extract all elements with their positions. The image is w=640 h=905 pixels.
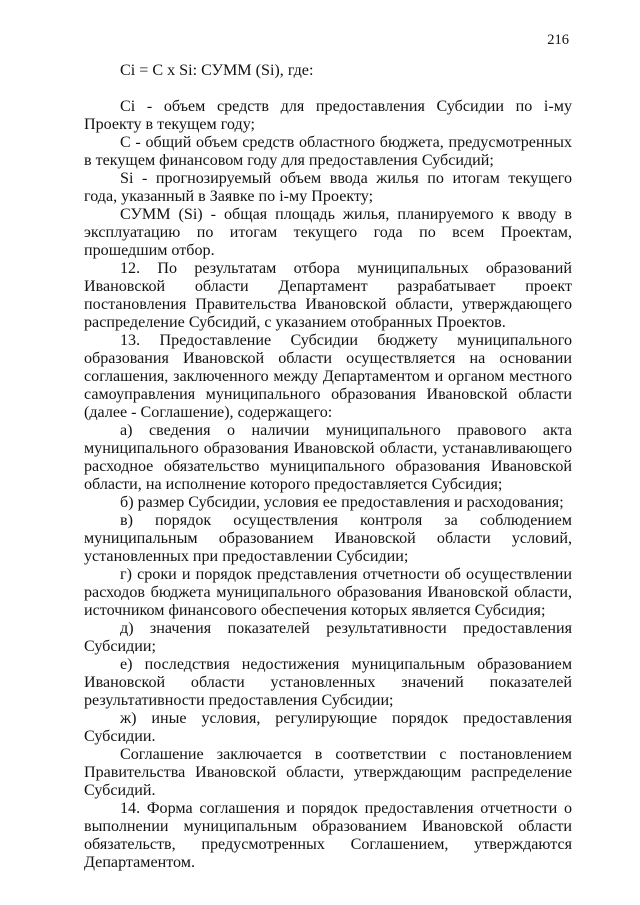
clause-13: 13. Предоставление Субсидии бюджету муниципального образования Ивановской области осуществляется на основании соглашения, заключенного между Департаментом и органом местного самоуправления муниципального образования Ивановской области (далее - Соглашение), содержащего: [84, 332, 572, 421]
agreement-note: Соглашение заключается в соответствии с постановлением Правительства Ивановской области, утверждающим распределение Субсидий. [84, 746, 572, 799]
clause-14: 14. Форма соглашения и порядок предоставления отчетности о выполнении муниципальным образованием Ивановской области обязательств, предусмотренных Соглашением, утверждаются Департаментом. [84, 800, 572, 871]
definition-summ: СУММ (Si) - общая площадь жилья, планируемого к вводу в эксплуатацию по итогам текущего года по всем Проектам, прошедшим отбор. [84, 206, 572, 259]
definition-si: Si - прогнозируемый объем ввода жилья по итогам текущего года, указанный в Заявке по i-му Проекту; [84, 170, 572, 205]
page-number: 216 [547, 32, 569, 48]
clause-13-item-d: д) значения показателей результативности предоставления Субсидии; [84, 620, 572, 655]
clause-12: 12. По результатам отбора муниципальных образований Ивановской области Департамент разрабатывает проект постановления Правительства Ивановской области, утверждающего распределение Субсидий, с указанием отобранных Проектов. [84, 260, 572, 331]
definition-c: C - общий объем средств областного бюджета, предусмотренных в текущем финансовом году для предоставления Субсидий; [84, 134, 572, 169]
formula-line: Ci = C x Si: СУММ (Si), где: [120, 62, 314, 79]
document-body [84, 62, 572, 872]
clause-13-item-a: а) сведения о наличии муниципального правового акта муниципального образования Ивановской области, устанавливающего расходное обязательство муниципального образования Ивановской области, на исполнение которого предоставляется Субсидия; [84, 422, 572, 493]
clause-13-item-g: г) сроки и порядок представления отчетности об осуществлении расходов бюджета муниципального образования Ивановской области, источником финансового обеспечения которых является Субсидия; [84, 566, 572, 619]
clause-13-item-v: в) порядок осуществления контроля за соблюдением муниципальным образованием Ивановской области условий, установленных при предоставлении Субсидии; [84, 512, 572, 565]
clause-13-item-e: е) последствия недостижения муниципальным образованием Ивановской области установленных значений показателей результативности предоставления Субсидии; [84, 656, 572, 709]
definition-ci: Ci - объем средств для предоставления Субсидии по i-му Проекту в текущем году; [84, 98, 572, 133]
clause-13-item-zh: ж) иные условия, регулирующие порядок предоставления Субсидии. [84, 710, 572, 745]
clause-13-item-b: б) размер Субсидии, условия ее предоставления и расходования; [120, 494, 564, 511]
